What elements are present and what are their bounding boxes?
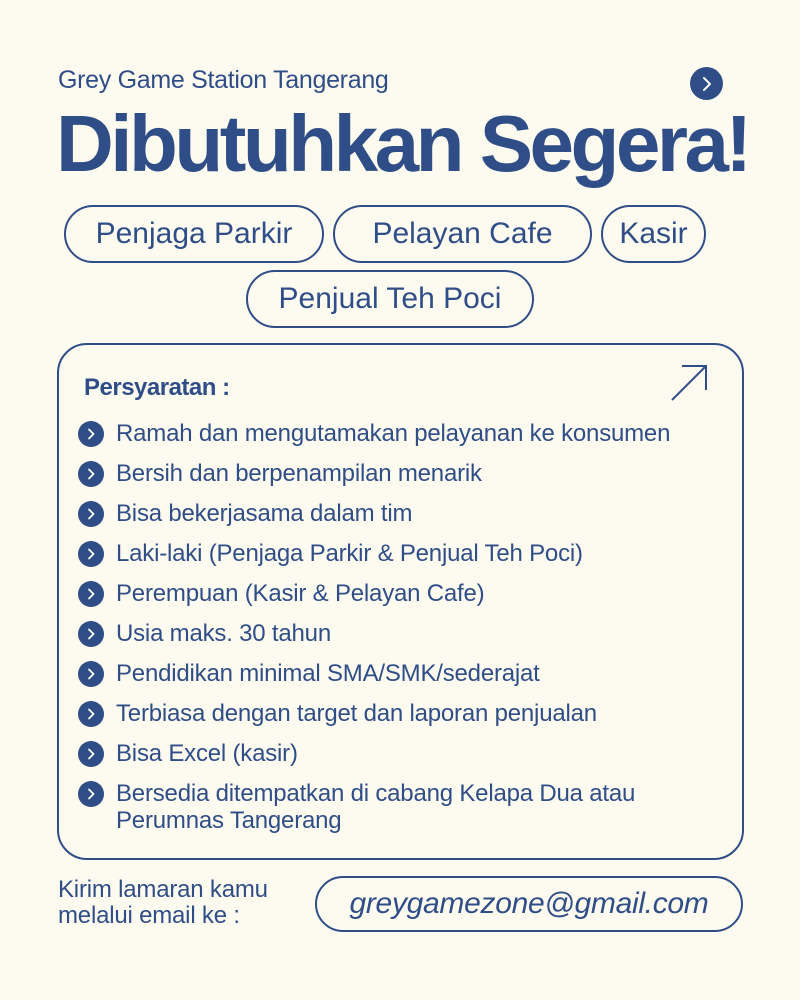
requirement-text: Usia maks. 30 tahun	[116, 620, 331, 647]
requirement-text: Pendidikan minimal SMA/SMK/sederajat	[116, 660, 540, 687]
chevron-right-circle-icon[interactable]	[690, 67, 723, 100]
requirement-text: Bersedia ditempatkan di cabang Kelapa Dua atau Perumnas Tangerang	[116, 780, 636, 834]
list-item	[78, 460, 718, 487]
chevron-right-circle-icon	[78, 781, 104, 807]
list-item	[78, 700, 718, 727]
list-item	[78, 740, 718, 767]
list-item	[78, 660, 718, 687]
requirement-text: Ramah dan mengutamakan pelayanan ke konsumen	[116, 420, 671, 447]
chevron-right-circle-icon	[78, 461, 104, 487]
requirement-text: Perempuan (Kasir & Pelayan Cafe)	[116, 580, 485, 607]
requirement-text: Bisa bekerjasama dalam tim	[116, 500, 413, 527]
email-link[interactable]: greygamezone@gmail.com	[315, 876, 743, 932]
chevron-right-circle-icon	[78, 701, 104, 727]
footer-line-1: Kirim lamaran kamu	[58, 876, 268, 903]
arrow-up-right-icon	[668, 362, 710, 409]
position-pill-kasir[interactable]: Kasir	[601, 205, 706, 263]
headline: Dibutuhkan Segera!	[56, 99, 749, 188]
chevron-right-circle-icon	[78, 741, 104, 767]
list-item	[78, 540, 718, 567]
position-pill-penjaga-parkir[interactable]: Penjaga Parkir	[64, 205, 324, 263]
list-item	[78, 420, 718, 447]
list-item	[78, 620, 718, 647]
requirement-text: Terbiasa dengan target dan laporan penjualan	[116, 700, 597, 727]
position-pill-penjual-teh-poci[interactable]: Penjual Teh Poci	[246, 270, 534, 328]
chevron-right-circle-icon	[78, 661, 104, 687]
chevron-right-circle-icon	[78, 421, 104, 447]
requirement-text: Bersih dan berpenampilan menarik	[116, 460, 482, 487]
chevron-right-circle-icon	[78, 581, 104, 607]
list-item	[78, 780, 718, 834]
company-name: Grey Game Station Tangerang	[58, 66, 389, 94]
list-item	[78, 580, 718, 607]
position-pill-pelayan-cafe[interactable]: Pelayan Cafe	[333, 205, 592, 263]
chevron-right-circle-icon	[78, 621, 104, 647]
list-item	[78, 500, 718, 527]
footer-line-2: melalui email ke :	[58, 902, 240, 929]
requirement-text: Bisa Excel (kasir)	[116, 740, 298, 767]
requirement-text: Laki-laki (Penjaga Parkir & Penjual Teh Poci)	[116, 540, 583, 567]
chevron-right-circle-icon	[78, 541, 104, 567]
footer-instruction	[58, 877, 268, 929]
chevron-right-circle-icon	[78, 501, 104, 527]
requirements-title: Persyaratan :	[84, 374, 230, 401]
requirements-list	[78, 420, 718, 847]
